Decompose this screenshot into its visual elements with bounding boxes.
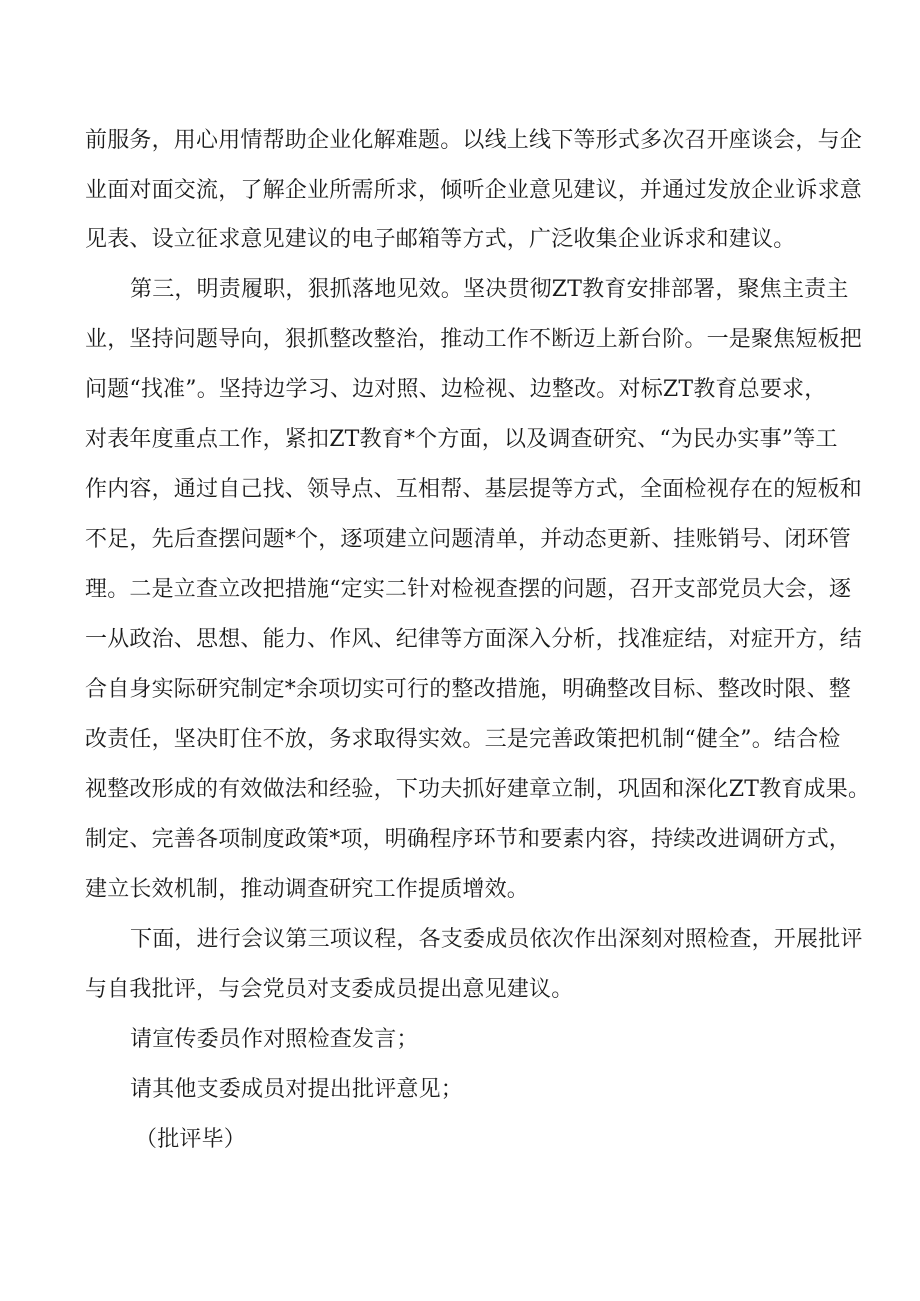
text-line: 问题“找准”。坚持边学习、边对照、边检视、边整改。对标ZT教育总要求， [85, 377, 827, 402]
text-line: 请宣传委员作对照检查发言； [130, 1027, 419, 1052]
text-line: （批评毕） [135, 1127, 247, 1152]
text-line: 第三，明责履职，狠抓落地见效。坚决贯彻ZT教育安排部署，聚焦主责主 [130, 277, 849, 302]
text-line: 业面对面交流，了解企业所需所求，倾听企业意见建议，并通过发放企业诉求意 [85, 178, 863, 203]
text-line: 制定、完善各项制度政策*项，明确程序环节和要素内容，持续改进调研方式， [85, 827, 852, 852]
text-line: 一从政治、思想、能力、作风、纪律等方面深入分析，找准症结，对症开方，结 [85, 627, 863, 652]
text-line: 改责任，坚决盯住不放，务求取得实效。三是完善政策把机制“健全”。结合检 [85, 727, 841, 752]
text-line: 下面，进行会议第三项议程，各支委成员依次作出深刻对照检查，开展批评 [130, 927, 863, 952]
text-line: 视整改形成的有效做法和经验，下功夫抓好建章立制，巩固和深化ZT教育成果。 [85, 777, 871, 802]
text-line: 作内容，通过自己找、领导点、互相帮、基层提等方式，全面检视存在的短板和 [85, 477, 863, 502]
text-line: 合自身实际研究制定*余项切实可行的整改措施，明确整改目标、整改时限、整 [85, 677, 852, 702]
text-line: 业，坚持问题导向，狠抓整改整治，推动工作不断迈上新台阶。一是聚焦短板把 [85, 327, 863, 352]
text-line: 理。二是立查立改把措施“定实二针对检视查摆的问题，召开支部党员大会，逐 [85, 577, 852, 602]
text-line: 见表、设立征求意见建议的电子邮箱等方式，广泛收集企业诉求和建议。 [85, 227, 796, 252]
text-line: 对表年度重点工作，紧扣ZT教育*个方面，以及调查研究、“为民办实事”等工 [85, 427, 838, 452]
text-line: 请其他支委成员对提出批评意见； [130, 1077, 464, 1102]
text-line: 与自我批评，与会党员对支委成员提出意见建议。 [85, 977, 574, 1002]
text-line: 不足，先后查摆问题*个，逐项建立问题清单，并动态更新、挂账销号、闭环管 [85, 527, 852, 552]
text-line: 前服务，用心用情帮助企业化解难题。以线上线下等形式多次召开座谈会，与企 [85, 128, 863, 153]
text-line: 建立长效机制，推动调查研究工作提质增效。 [85, 877, 530, 902]
